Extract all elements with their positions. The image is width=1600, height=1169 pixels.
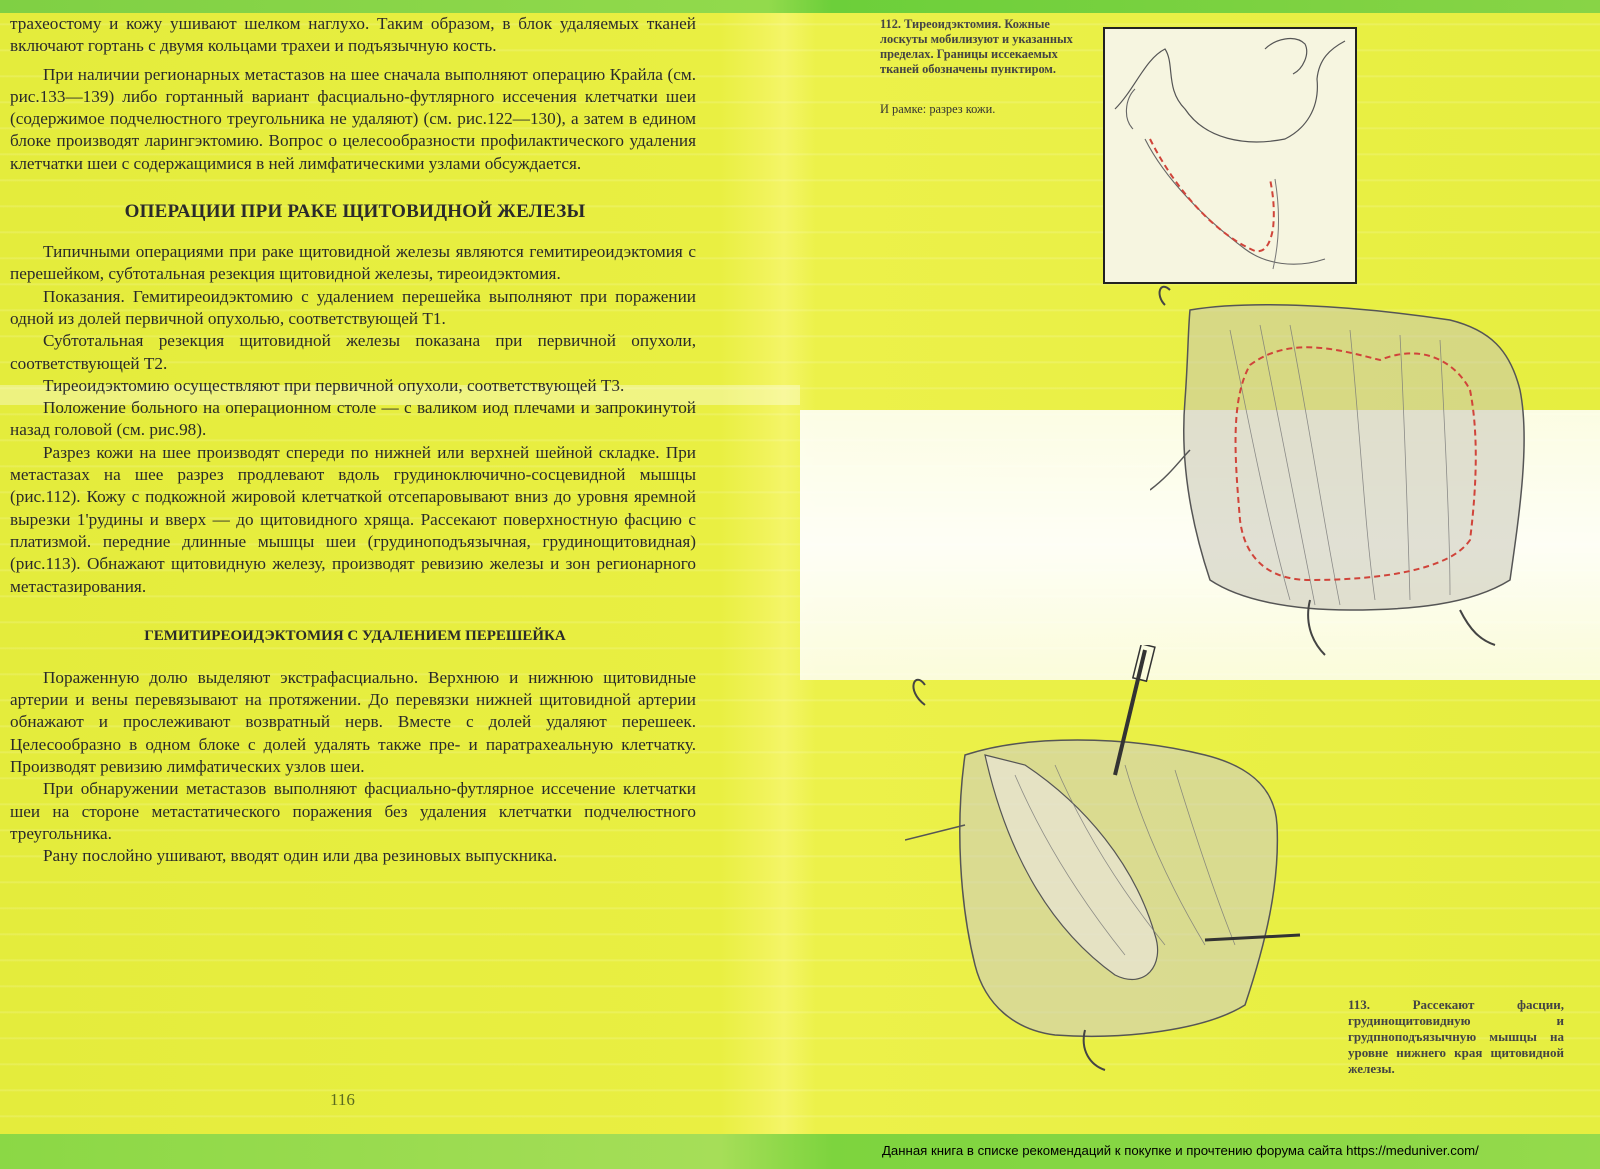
footer-notice: Данная книга в списке рекомендаций к покупке и прочтению форума сайта https://meduniver.com/ — [882, 1143, 1479, 1158]
page-number: 116 — [330, 1090, 355, 1109]
paragraph: При наличии регионарных метастазов на шее сначала выполняют операцию Крайла (см. рис.133—139) либо гортанный вариант фасциально-футлярного иссечения клетчатки шеи (содержимое подчелюстного треугольника не удаляют) (см. рис.122—130), а затем в едином блоке производят ларингэктомию. Вопрос о целесообразности профилактического удаления клетчатки шеи с содержащимися в ней лимфатическими узлами обсуждается. — [10, 64, 696, 173]
figure-113-caption: 113. Рассекают фасции, грудинощитовидную и грудпноподъязычную мышцы на уровне нижнего края щитовидной железы. — [1348, 997, 1564, 1076]
neck-incision-sketch — [1105, 29, 1355, 282]
paragraph: Разрез кожи на шее производят спереди по нижней или верхней шейной складке. При метастазах на шее разрез продлевают вдоль грудиноключично-сосцевидной мышцы (рис.112). Кожу с подкожной жировой клетчаткой отсепаровывают вниз до уровня яремной вырезки 1'рудины и вверх — до щитовидного хряща. Рассекают поверхностную фасцию с платизмой. передние длинные мышцы шеи (грудиноподъязычная, грудинощитовидная) (рис.113). Обнажают щитовидную железу, производят ревизию железы и зон регионарного метастазирования. — [10, 442, 696, 596]
section-heading: ОПЕРАЦИИ ПРИ РАКЕ ЩИТОВИДНОЙ ЖЕЛЕЗЫ — [124, 201, 586, 223]
subsection-heading: ГЕМИТИРЕОИДЭКТОМИЯ С УДАЛЕНИЕМ ПЕРЕШЕЙКА — [144, 627, 566, 644]
paragraph: Показания. Гемитиреоидэктомию с удалением перешейка выполняют при поражении одной из долей первичной опухолью, соответствующей Т1. — [10, 286, 696, 328]
paragraph: Типичными операциями при раке щитовидной железы являются гемитиреоидэктомия с перешейком, субтотальная резекция щитовидной железы, тиреоидэктомия. — [10, 242, 696, 284]
top-green-band — [0, 0, 1600, 13]
figure-113-illustration — [905, 645, 1335, 1075]
paragraph: Положение больного на операционном столе — с валиком иод плечами и запрокинутой назад головой (см. рис.98). — [10, 398, 696, 440]
figure-112-illustration — [1150, 280, 1550, 670]
paragraph: Рану послойно ушивают, вводят один или два резиновых выпускника. — [43, 846, 558, 866]
paragraph: Тиреоидэктомию осуществляют при первичной опухоли, соответствующей Т3. — [43, 375, 625, 395]
paragraph: Субтотальная резекция щитовидной железы показана при первичной опухоли, соответствующей Т2. — [10, 331, 696, 373]
figure-112-inset-frame — [1103, 27, 1357, 284]
figure-112-inset-caption: И рамке: разрез кожи. — [880, 102, 996, 116]
paragraph: При обнаружении метастазов выполняют фасциально-футлярное иссечение клетчатки шеи на стороне метастатического поражения без удаления клетчатки подчелюстного треугольника. — [10, 779, 696, 843]
paragraph: трахеостому и кожу ушивают шелком наглухо. Таким образом, в блок удаляемых тканей включают гортань с двумя кольцами трахеи и подъязычную кость. — [10, 14, 696, 56]
left-page — [0, 13, 710, 868]
figure-112-caption: 112. Тиреоидэктомия. Кожные лоскуты мобилизуют и указанных пределах. Границы иссекаемых тканей обозначены пунктиром. — [880, 17, 1073, 76]
paragraph: Пораженную долю выделяют экстрафасциально. Верхнюю и нижнюю щитовидные артерии и вены перевязывают на протяжении. До перевязки нижней щитовидной артерии обнажают и прослеживают возвратный нерв. Вместе с долей удаляют перешеек. Целесообразно в одном блоке с долей удалять также пре- и паратрахеальную клетчатку. Производят ревизию лимфатических узлов шеи. — [10, 667, 696, 777]
